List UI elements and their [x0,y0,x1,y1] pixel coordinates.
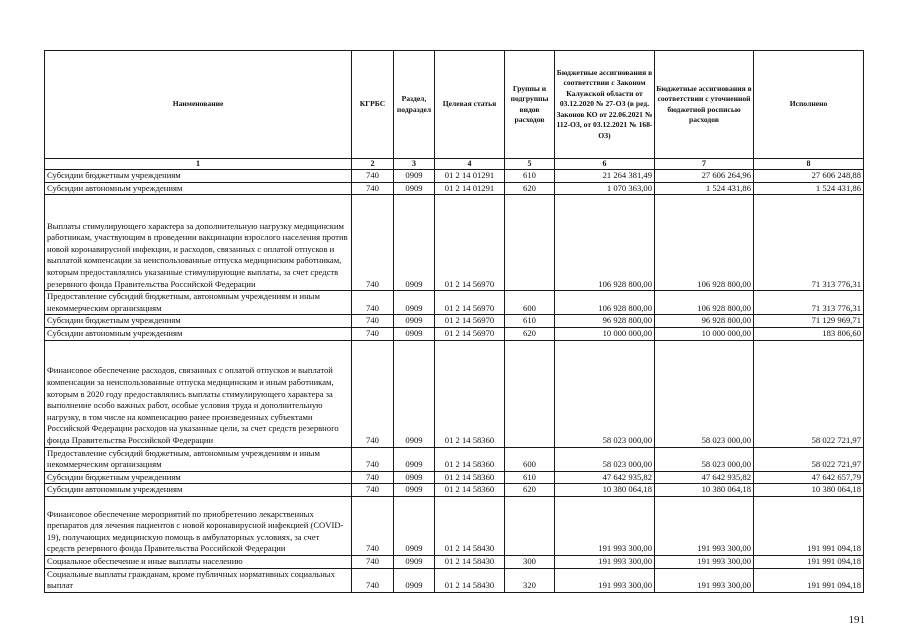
row-section: 0909 [394,195,435,291]
header-kgrbs: КГРБС [352,51,394,159]
table-row [45,496,864,555]
column-number: 3 [394,159,435,170]
row-name: Предоставление субсидий бюджетным, автономным учреждениям и иным некоммерческим организациям [45,291,352,315]
row-name: Социальное обеспечение и иные выплаты населению [45,555,352,568]
row-assign-law: 191 993 300,00 [555,555,655,568]
row-assign-law: 106 928 800,00 [555,291,655,315]
row-section: 0909 [394,315,435,328]
row-group: 620 [505,182,555,195]
row-group [505,195,555,291]
row-executed: 71 313 776,31 [754,195,864,291]
column-number: 6 [555,159,655,170]
row-name: Субсидии автономным учреждениям [45,182,352,195]
row-article: 01 2 14 58360 [435,471,505,484]
row-kgrbs: 740 [352,484,394,497]
row-kgrbs: 740 [352,447,394,471]
column-number: 1 [45,159,352,170]
row-kgrbs: 740 [352,340,394,447]
row-assign-refined: 106 928 800,00 [655,195,754,291]
row-kgrbs: 740 [352,471,394,484]
row-assign-refined: 10 380 064,18 [655,484,754,497]
row-name: Субсидии автономным учреждениям [45,484,352,497]
row-article: 01 2 14 58430 [435,496,505,555]
row-assign-law: 21 264 381,49 [555,170,655,183]
header-assign-law: Бюджетные ассигнования в соответствии с Законом Калужской области от 03.12.2020 № 27-ОЗ (в ред. Законов КО от 22.06.2021 № 112-ОЗ, от 03.12.2021 № 168-ОЗ) [555,51,655,159]
row-section: 0909 [394,496,435,555]
row-group [505,340,555,447]
row-assign-refined: 106 928 800,00 [655,291,754,315]
row-name: Субсидии автономным учреждениям [45,327,352,340]
row-name: Социальные выплаты гражданам, кроме публичных нормативных социальных выплат [45,568,352,592]
table-row [45,291,864,315]
row-section: 0909 [394,182,435,195]
row-executed: 1 524 431,86 [754,182,864,195]
row-group: 620 [505,327,555,340]
column-number: 4 [435,159,505,170]
row-assign-law: 10 380 064,18 [555,484,655,497]
row-name: Финансовое обеспечение расходов, связанных с оплатой отпусков и выплатой компенсации за неиспользованные отпуска медицинским и иным работникам, которым в 2020 году предоставлялись выплаты стимулирующего характера за выполнение особо важных работ, особые условия труда и дополнительную нагрузку, в том числе на компенсацию ранее произведенных субъектами Российской Федерации расходов на указанные цели, за счет средств резервного фонда Правительства Российской Федерации [45,340,352,447]
row-assign-law: 106 928 800,00 [555,195,655,291]
row-assign-law: 58 023 000,00 [555,340,655,447]
row-article: 01 2 14 58360 [435,340,505,447]
table-row [45,327,864,340]
header-name: Наименование [45,51,352,159]
row-kgrbs: 740 [352,315,394,328]
table-row [45,555,864,568]
header-groups: Группы и подгруппы видов расходов [505,51,555,159]
row-name: Выплаты стимулирующего характера за дополнительную нагрузку медицинским работникам, участвующим в проведении вакцинации взрослого населения против новой коронавирусной инфекции, и расходов, связанных с оплатой отпусков и выплатой компенсации за неиспользованные отпуска медицинским работникам, которым предоставлялись указанные стимулирующие выплаты, за счет средств резервного фонда Правительства Российской Федерации [45,195,352,291]
row-section: 0909 [394,327,435,340]
row-kgrbs: 740 [352,170,394,183]
row-executed: 71 129 969,71 [754,315,864,328]
header-row [45,51,864,159]
row-article: 01 2 14 56970 [435,291,505,315]
row-section: 0909 [394,170,435,183]
row-group [505,496,555,555]
row-kgrbs: 740 [352,291,394,315]
row-kgrbs: 740 [352,496,394,555]
table-row [45,170,864,183]
row-group: 600 [505,447,555,471]
row-group: 610 [505,170,555,183]
table-row [45,340,864,447]
column-number: 7 [655,159,754,170]
row-executed: 10 380 064,18 [754,484,864,497]
budget-table [44,50,864,593]
row-article: 01 2 14 56970 [435,315,505,328]
column-number-row [45,159,864,170]
row-assign-law: 47 642 935,82 [555,471,655,484]
row-assign-refined: 58 023 000,00 [655,340,754,447]
column-number: 2 [352,159,394,170]
row-article: 01 2 14 58430 [435,555,505,568]
row-article: 01 2 14 56970 [435,195,505,291]
row-name: Субсидии бюджетным учреждениям [45,170,352,183]
row-assign-law: 10 000 000,00 [555,327,655,340]
row-executed: 58 022 721,97 [754,340,864,447]
row-group: 620 [505,484,555,497]
row-assign-law: 96 928 800,00 [555,315,655,328]
row-assign-refined: 191 993 300,00 [655,568,754,592]
row-executed: 191 991 094,18 [754,555,864,568]
row-assign-refined: 27 606 264,96 [655,170,754,183]
row-section: 0909 [394,447,435,471]
row-executed: 58 022 721,97 [754,447,864,471]
row-name: Предоставление субсидий бюджетным, автономным учреждениям и иным некоммерческим организациям [45,447,352,471]
row-kgrbs: 740 [352,195,394,291]
table-row [45,315,864,328]
page-number: 191 [848,614,865,626]
row-section: 0909 [394,291,435,315]
row-name: Финансовое обеспечение мероприятий по приобретению лекарственных препаратов для лечения пациентов с новой коронавирусной инфекцией (COVID-19), получающих медицинскую помощь в амбулаторных условиях, за счет средств резервного фонда Правительства Российской Федерации [45,496,352,555]
row-group: 610 [505,471,555,484]
row-section: 0909 [394,471,435,484]
row-group: 610 [505,315,555,328]
table-row [45,447,864,471]
row-article: 01 2 14 01291 [435,170,505,183]
column-number: 8 [754,159,864,170]
row-executed: 71 313 776,31 [754,291,864,315]
row-section: 0909 [394,340,435,447]
row-assign-refined: 191 993 300,00 [655,496,754,555]
row-kgrbs: 740 [352,568,394,592]
row-kgrbs: 740 [352,327,394,340]
row-executed: 183 806,60 [754,327,864,340]
row-kgrbs: 740 [352,555,394,568]
row-assign-refined: 96 928 800,00 [655,315,754,328]
row-article: 01 2 14 58360 [435,484,505,497]
row-executed: 191 991 094,18 [754,496,864,555]
row-article: 01 2 14 56970 [435,327,505,340]
table-row [45,484,864,497]
row-section: 0909 [394,555,435,568]
header-section: Раздел, подраздел [394,51,435,159]
table-row [45,182,864,195]
row-executed: 27 606 248,88 [754,170,864,183]
row-executed: 191 991 094,18 [754,568,864,592]
row-article: 01 2 14 58430 [435,568,505,592]
row-assign-refined: 1 524 431,86 [655,182,754,195]
row-section: 0909 [394,568,435,592]
row-assign-law: 191 993 300,00 [555,496,655,555]
row-assign-refined: 58 023 000,00 [655,447,754,471]
row-assign-law: 58 023 000,00 [555,447,655,471]
row-name: Субсидии бюджетным учреждениям [45,315,352,328]
row-section: 0909 [394,484,435,497]
row-group: 600 [505,291,555,315]
row-group: 300 [505,555,555,568]
row-assign-refined: 191 993 300,00 [655,555,754,568]
row-kgrbs: 740 [352,182,394,195]
table-row [45,471,864,484]
header-article: Целевая статья [435,51,505,159]
header-assign-refined: Бюджетные ассигнования в соответствии с уточненной бюджетной росписью расходов [655,51,754,159]
header-executed: Исполнено [754,51,864,159]
row-assign-law: 1 070 363,00 [555,182,655,195]
table-body [45,170,864,593]
column-number: 5 [505,159,555,170]
row-article: 01 2 14 01291 [435,182,505,195]
row-assign-refined: 10 000 000,00 [655,327,754,340]
table-row [45,568,864,592]
row-assign-law: 191 993 300,00 [555,568,655,592]
row-assign-refined: 47 642 935,82 [655,471,754,484]
row-executed: 47 642 657,79 [754,471,864,484]
row-article: 01 2 14 58360 [435,447,505,471]
table-row [45,195,864,291]
row-group: 320 [505,568,555,592]
row-name: Субсидии бюджетным учреждениям [45,471,352,484]
